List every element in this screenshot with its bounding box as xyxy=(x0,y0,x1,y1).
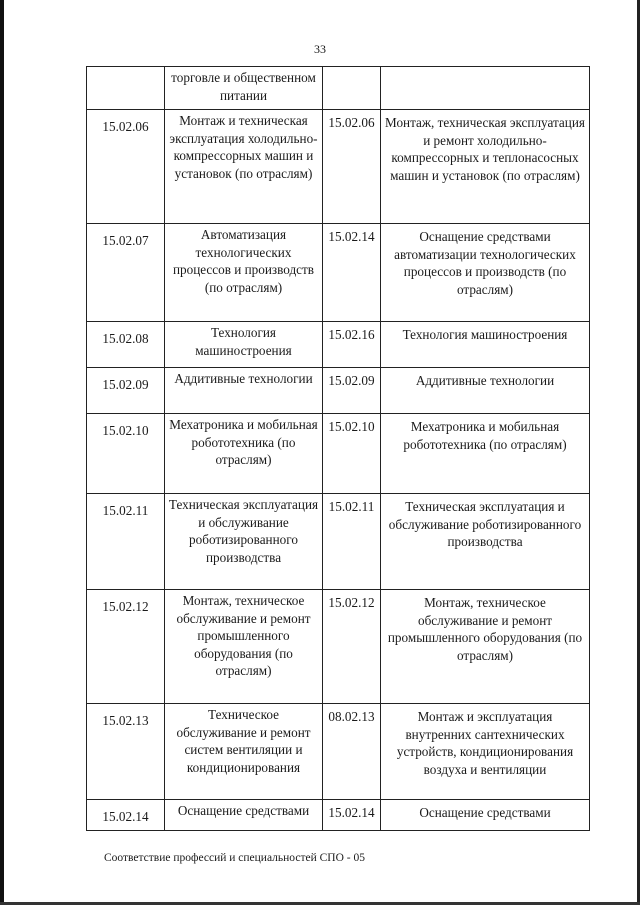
new-code-cell: 15.02.09 xyxy=(323,368,381,414)
old-code-cell: 15.02.10 xyxy=(87,414,165,494)
specialty-correspondence-table xyxy=(86,66,590,831)
table-row xyxy=(87,590,590,704)
old-code-cell: 15.02.14 xyxy=(87,800,165,831)
old-code-cell: 15.02.12 xyxy=(87,590,165,704)
old-code-cell: 15.02.13 xyxy=(87,704,165,800)
scan-edge-left xyxy=(0,0,4,905)
old-name-cell: Монтаж и техническая эксплуатация холодильно-компрессорных машин и установок (по отраслям) xyxy=(165,110,323,224)
table-row xyxy=(87,67,590,110)
old-code-cell: 15.02.06 xyxy=(87,110,165,224)
new-name-cell: Оснащение средствами автоматизации технологических процессов и производств (по отраслям) xyxy=(381,224,590,322)
new-code-cell: 15.02.10 xyxy=(323,414,381,494)
old-name-cell: торговле и общественном питании xyxy=(165,67,323,110)
new-code-cell: 15.02.14 xyxy=(323,800,381,831)
table-row xyxy=(87,414,590,494)
old-name-cell: Автоматизация технологических процессов и производств (по отраслям) xyxy=(165,224,323,322)
new-code-cell: 15.02.12 xyxy=(323,590,381,704)
old-name-cell: Аддитивные технологии xyxy=(165,368,323,414)
new-code-cell: 15.02.06 xyxy=(323,110,381,224)
new-name-cell: Монтаж и эксплуатация внутренних сантехнических устройств, кондиционирования воздуха и вентиляции xyxy=(381,704,590,800)
old-name-cell: Монтаж, техническое обслуживание и ремонт промышленного оборудования (по отраслям) xyxy=(165,590,323,704)
table-row xyxy=(87,322,590,368)
new-code-cell xyxy=(323,67,381,110)
old-name-cell: Мехатроника и мобильная робототехника (по отраслям) xyxy=(165,414,323,494)
old-name-cell: Оснащение средствами xyxy=(165,800,323,831)
table-row xyxy=(87,368,590,414)
new-name-cell: Монтаж, техническое обслуживание и ремонт промышленного оборудования (по отраслям) xyxy=(381,590,590,704)
old-code-cell xyxy=(87,67,165,110)
new-name-cell: Аддитивные технологии xyxy=(381,368,590,414)
table-row xyxy=(87,800,590,831)
table-row xyxy=(87,494,590,590)
new-code-cell: 08.02.13 xyxy=(323,704,381,800)
old-code-cell: 15.02.09 xyxy=(87,368,165,414)
new-name-cell: Монтаж, техническая эксплуатация и ремонт холодильно-компрессорных и теплонасосных машин и установок (по отраслям) xyxy=(381,110,590,224)
page-footer: Соответствие профессий и специальностей СПО - 05 xyxy=(104,852,365,864)
new-name-cell: Техническая эксплуатация и обслуживание роботизированного производства xyxy=(381,494,590,590)
table-row xyxy=(87,110,590,224)
table-row xyxy=(87,224,590,322)
old-name-cell: Техническое обслуживание и ремонт систем вентиляции и кондиционирования xyxy=(165,704,323,800)
old-code-cell: 15.02.07 xyxy=(87,224,165,322)
new-name-cell: Технология машиностроения xyxy=(381,322,590,368)
new-name-cell: Мехатроника и мобильная робототехника (по отраслям) xyxy=(381,414,590,494)
new-code-cell: 15.02.16 xyxy=(323,322,381,368)
new-code-cell: 15.02.11 xyxy=(323,494,381,590)
old-name-cell: Техническая эксплуатация и обслуживание роботизированного производства xyxy=(165,494,323,590)
old-name-cell: Технология машиностроения xyxy=(165,322,323,368)
new-name-cell xyxy=(381,67,590,110)
new-code-cell: 15.02.14 xyxy=(323,224,381,322)
old-code-cell: 15.02.08 xyxy=(87,322,165,368)
old-code-cell: 15.02.11 xyxy=(87,494,165,590)
table-row xyxy=(87,704,590,800)
new-name-cell: Оснащение средствами xyxy=(381,800,590,831)
page-number: 33 xyxy=(314,42,326,56)
